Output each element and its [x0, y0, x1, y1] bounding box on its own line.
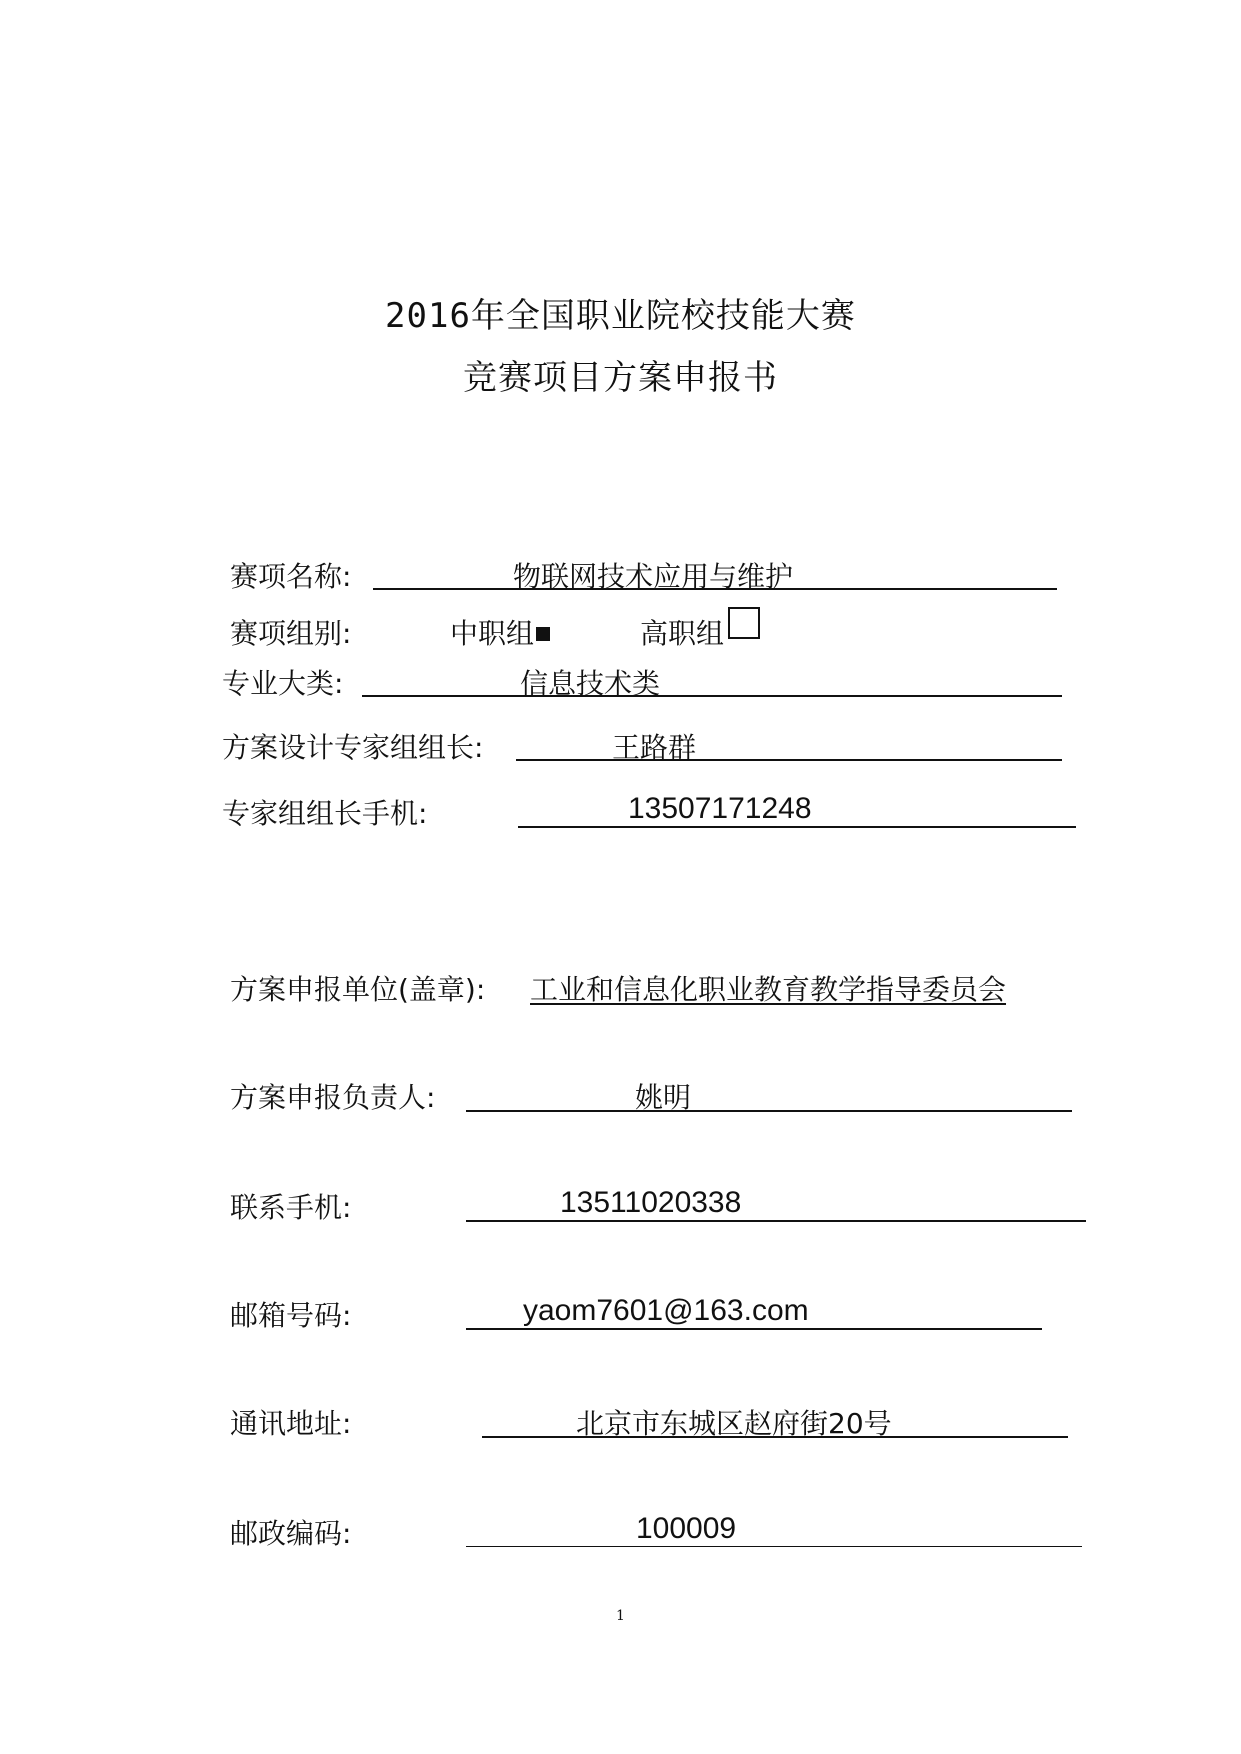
expert-leader-underline [516, 759, 1062, 761]
expert-leader-value[interactable]: 王路群 [612, 731, 697, 764]
event-group-row [230, 612, 830, 652]
expert-phone-row [222, 792, 1092, 832]
applicant-unit-row [230, 968, 1090, 1008]
group-option-secondary-label: 中职组 [450, 617, 535, 650]
address-row [230, 1402, 1090, 1442]
applicant-person-row [230, 1076, 1090, 1116]
page-number: 1 [616, 1608, 625, 1624]
expert-phone-underline [518, 826, 1076, 828]
applicant-unit-label: 方案申报单位(盖章): [230, 973, 486, 1006]
major-category-label: 专业大类: [222, 667, 344, 700]
event-name-label: 赛项名称: [230, 560, 352, 593]
unchecked-box-icon[interactable] [728, 607, 760, 639]
applicant-person-value[interactable]: 姚明 [635, 1081, 692, 1114]
postal-code-row [230, 1512, 1090, 1552]
email-underline [466, 1328, 1042, 1330]
postal-code-value[interactable]: 100009 [636, 1512, 737, 1545]
group-option-higher[interactable] [640, 606, 760, 650]
contact-phone-underline [466, 1220, 1086, 1222]
contact-phone-value[interactable]: 13511020338 [560, 1186, 742, 1219]
contact-phone-label: 联系手机: [230, 1191, 352, 1224]
address-label: 通讯地址: [230, 1407, 352, 1440]
postal-code-underline [466, 1546, 1082, 1547]
major-category-underline [362, 695, 1062, 697]
expert-phone-value[interactable]: 13507171248 [628, 792, 812, 825]
email-label: 邮箱号码: [230, 1299, 352, 1332]
applicant-unit-value[interactable]: 工业和信息化职业教育教学指导委员会 [530, 973, 1007, 1006]
expert-leader-label: 方案设计专家组组长: [222, 731, 484, 764]
postal-code-label: 邮政编码: [230, 1517, 352, 1550]
expert-leader-row [222, 726, 1072, 766]
group-option-higher-label: 高职组 [640, 617, 725, 650]
email-value[interactable]: yaom7601@163.com [523, 1294, 809, 1327]
group-option-secondary[interactable] [450, 612, 550, 652]
document-title-line2: 竞赛项目方案申报书 [463, 358, 778, 398]
contact-phone-row [230, 1186, 1090, 1226]
applicant-person-underline [466, 1110, 1072, 1112]
event-group-label: 赛项组别: [230, 617, 352, 650]
event-name-value[interactable]: 物联网技术应用与维护 [513, 560, 794, 593]
address-value[interactable]: 北京市东城区赵府街20号 [576, 1407, 892, 1440]
major-category-value[interactable]: 信息技术类 [520, 667, 661, 700]
email-row [230, 1294, 1090, 1334]
major-category-row [222, 662, 1072, 702]
event-name-row [230, 555, 1060, 595]
checked-box-icon[interactable] [536, 627, 550, 641]
expert-phone-label: 专家组组长手机: [222, 797, 428, 830]
applicant-person-label: 方案申报负责人: [230, 1081, 436, 1114]
document-title-line1: 2016年全国职业院校技能大赛 [385, 296, 856, 336]
